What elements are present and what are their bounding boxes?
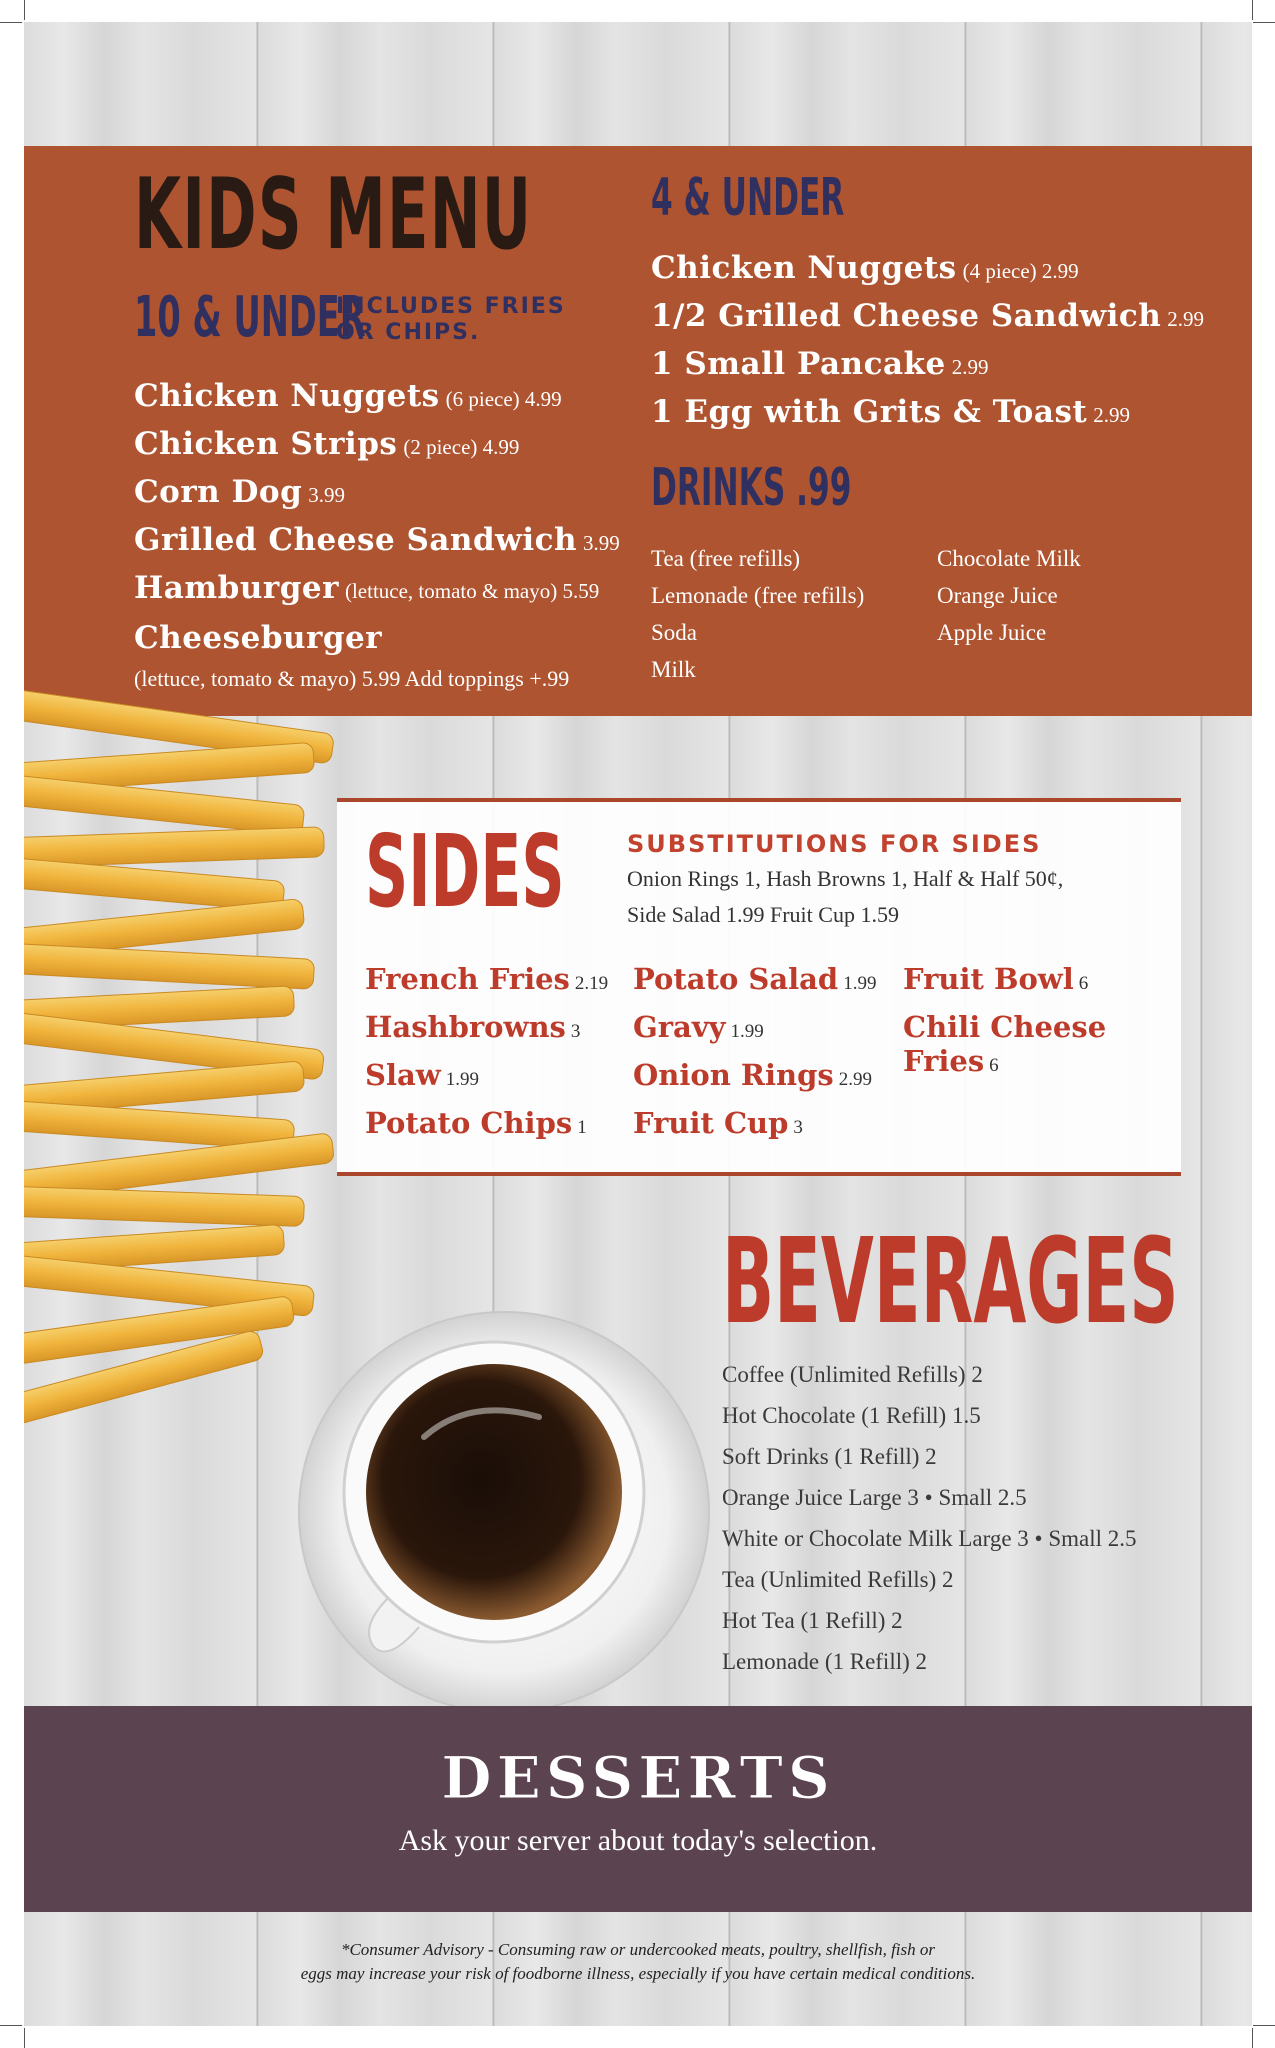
side-name: Fruit Cup: [633, 1106, 789, 1140]
advisory-line: *Consumer Advisory - Consuming raw or undercooked meats, poultry, shellfish, fish or: [340, 1940, 936, 1959]
side-item: [365, 1010, 580, 1044]
cheeseburger-note: (lettuce, tomato & mayo) 5.99 Add toppings +.99: [134, 666, 570, 691]
side-item: [633, 1058, 872, 1092]
item-name: 1 Small Pancake: [651, 346, 946, 382]
side-price: 2.99: [838, 1069, 872, 1090]
beverage-item: Tea (Unlimited Refills) 2: [722, 1567, 954, 1592]
item-name: Corn Dog: [134, 474, 303, 510]
drink-item: Tea (free refills): [651, 546, 801, 571]
kids-item: [651, 250, 1079, 286]
side-name: Chili Cheese: [903, 1010, 1107, 1044]
side-name: Potato Chips: [365, 1106, 573, 1140]
substitutions-line: Side Salad 1.99 Fruit Cup 1.59: [627, 902, 899, 927]
side-name: Gravy: [633, 1010, 726, 1044]
kids-item: [134, 474, 345, 510]
item-price: (lettuce, tomato & mayo) 5.59: [344, 579, 600, 603]
item-price: 2.99: [1093, 403, 1130, 427]
crop-mark: [0, 2025, 22, 2026]
beverage-item: Lemonade (1 Refill) 2: [722, 1649, 928, 1674]
item-price: (4 piece) 2.99: [962, 259, 1079, 283]
side-item: [365, 1106, 587, 1140]
item-name: Grilled Cheese Sandwich: [134, 522, 578, 558]
beverage-item: Hot Tea (1 Refill) 2: [722, 1608, 903, 1633]
drinks-heading: DRINKS .99: [651, 458, 852, 518]
drink-item: Soda: [651, 620, 697, 645]
beverage-item: Soft Drinks (1 Refill) 2: [722, 1444, 937, 1469]
beverage-item: Hot Chocolate (1 Refill) 1.5: [722, 1403, 981, 1428]
side-name: Onion Rings: [633, 1058, 834, 1092]
kids-item: [134, 426, 519, 462]
item-price: 3.99: [583, 531, 620, 555]
side-price: 2.19: [574, 973, 609, 994]
coffee-cup-image: [279, 1297, 729, 1727]
beverages-title: BEVERAGES: [722, 1212, 1179, 1350]
sides-title: SIDES: [365, 813, 565, 930]
item-price: (6 piece) 4.99: [445, 387, 562, 411]
consumer-advisory: [24, 1938, 1252, 1986]
item-price: (2 piece) 4.99: [403, 435, 520, 459]
item-name: Chicken Nuggets: [134, 378, 440, 414]
side-item: [365, 1058, 479, 1092]
side-price: 1.99: [445, 1069, 479, 1090]
kids-item: [134, 378, 562, 414]
crop-mark: [1253, 2025, 1275, 2026]
beverage-item: White or Chocolate Milk Large 3 • Small 2.5: [722, 1526, 1137, 1551]
kids-item: [651, 346, 989, 382]
substitutions-line: Onion Rings 1, Hash Browns 1, Half & Half 50¢,: [627, 866, 1064, 891]
item-price: 3.99: [308, 483, 345, 507]
kids-menu-title: KIDS MENU: [134, 158, 533, 272]
side-price: 6: [989, 1055, 999, 1076]
side-item: [633, 962, 876, 996]
beverage-item: Orange Juice Large 3 • Small 2.5: [722, 1485, 1027, 1510]
item-price: 2.99: [951, 355, 989, 379]
includes-note: INCLUDES FRIES OR CHIPS.: [336, 294, 566, 345]
beverage-item: Coffee (Unlimited Refills) 2: [722, 1362, 983, 1387]
side-name: Slaw: [365, 1058, 441, 1092]
desserts-title: DESSERTS: [441, 1744, 835, 1812]
item-name: Chicken Strips: [134, 426, 398, 462]
four-under-heading: 4 & UNDER: [651, 168, 845, 228]
side-name: Hashbrowns: [365, 1010, 566, 1044]
side-name: Fruit Bowl: [903, 962, 1074, 996]
side-price: 6: [1078, 973, 1089, 994]
drink-item: Orange Juice: [937, 583, 1058, 608]
crop-mark: [24, 2028, 25, 2048]
drink-item: Chocolate Milk: [937, 546, 1081, 571]
side-price: 3: [793, 1117, 803, 1138]
crop-mark: [24, 0, 25, 20]
side-price: 1: [577, 1117, 587, 1138]
drink-item: Lemonade (free refills): [651, 583, 865, 608]
desserts-banner: [24, 1706, 1252, 1912]
side-item: [633, 1106, 803, 1140]
side-price: 1.99: [843, 973, 877, 994]
side-name: French Fries: [365, 962, 570, 996]
side-price: 3: [570, 1021, 581, 1042]
kids-item: [134, 522, 620, 558]
kids-item: [651, 298, 1204, 334]
item-price: 2.99: [1167, 307, 1205, 331]
kids-menu-panel: [24, 146, 1252, 716]
drink-item: Milk: [651, 657, 696, 682]
menu-page: [24, 22, 1252, 2026]
side-price: 1.99: [730, 1021, 764, 1042]
side-item: [633, 1010, 764, 1044]
side-item: [903, 962, 1088, 996]
advisory-line: eggs may increase your risk of foodborne illness, especially if you have certain medical conditions.: [300, 1964, 976, 1983]
item-name: 1 Egg with Grits & Toast: [651, 394, 1088, 430]
drink-item: Apple Juice: [937, 620, 1047, 645]
item-name: Chicken Nuggets: [651, 250, 957, 286]
crop-mark: [1253, 22, 1275, 23]
item-name: 1/2 Grilled Cheese Sandwich: [651, 298, 1162, 334]
kids-item: [134, 570, 599, 606]
crop-mark: [1252, 2028, 1253, 2048]
side-name: Fries: [903, 1044, 985, 1078]
sides-panel: [337, 798, 1181, 1176]
item-name: Cheeseburger: [134, 620, 383, 656]
substitutions-heading: SUBSTITUTIONS FOR SIDES: [627, 830, 1042, 858]
kids-item: [651, 394, 1130, 430]
side-item: [365, 962, 608, 996]
crop-mark: [1252, 0, 1253, 20]
crop-mark: [0, 22, 22, 23]
desserts-subtitle: Ask your server about today's selection.: [398, 1824, 878, 1857]
item-name: Hamburger: [134, 570, 339, 606]
ten-under-heading: 10 & UNDER: [134, 285, 366, 350]
kids-item: [134, 620, 388, 656]
side-item: [903, 1010, 1111, 1044]
side-name: Potato Salad: [633, 962, 839, 996]
side-item: [903, 1044, 999, 1078]
